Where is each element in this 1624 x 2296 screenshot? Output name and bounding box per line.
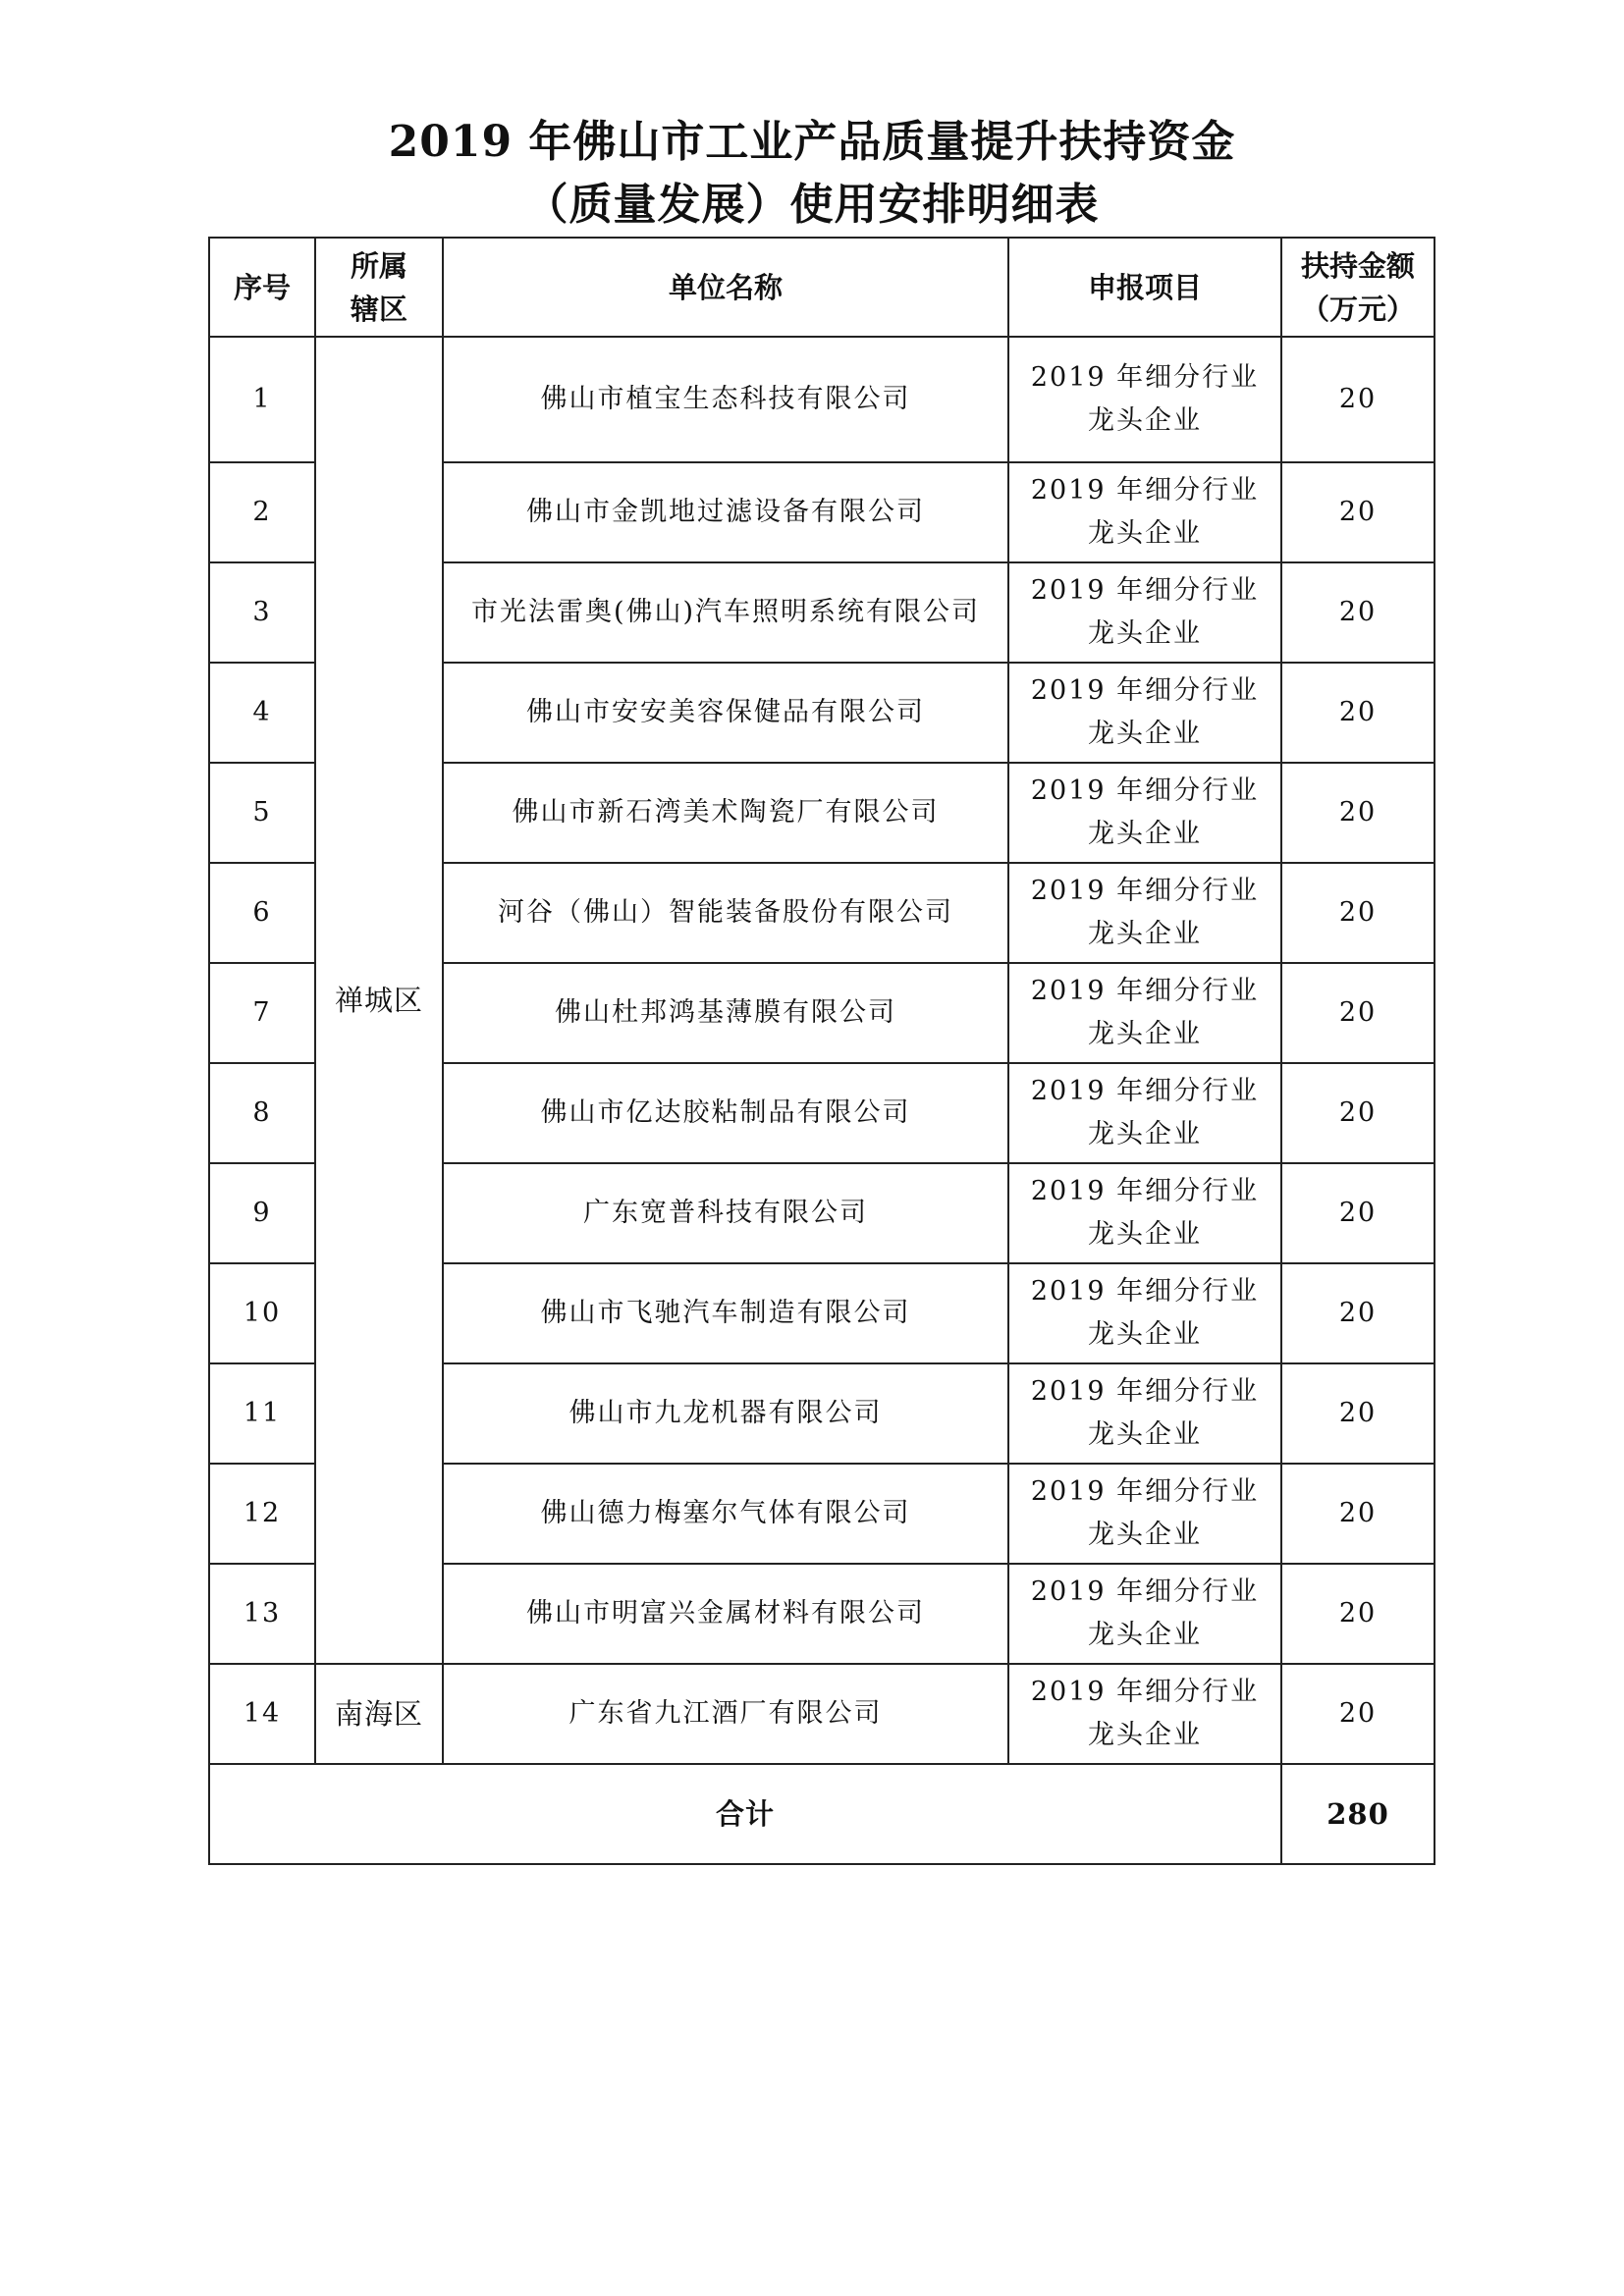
project-line-2: 龙头企业	[1088, 919, 1202, 949]
project-cell	[1008, 663, 1281, 763]
seq-cell: 9	[209, 1163, 315, 1263]
seq-cell: 12	[209, 1464, 315, 1564]
company-cell: 佛山市金凯地过滤设备有限公司	[443, 462, 1008, 562]
district-cell-nanhai: 南海区	[315, 1664, 443, 1764]
project-line-2: 龙头企业	[1088, 618, 1202, 649]
project-cell	[1008, 1063, 1281, 1163]
project-line-2: 龙头企业	[1088, 1019, 1202, 1049]
project-line-1: 2019 年细分行业	[1030, 775, 1260, 806]
project-line-1: 2019 年细分行业	[1030, 976, 1260, 1006]
project-line-2: 龙头企业	[1088, 518, 1202, 549]
project-cell	[1008, 1363, 1281, 1464]
amount-cell: 20	[1281, 1664, 1435, 1764]
amount-cell: 20	[1281, 663, 1435, 763]
document-title-line-1: 2019 年佛山市工业产品质量提升扶持资金	[388, 117, 1236, 167]
project-cell	[1008, 863, 1281, 963]
seq-cell: 14	[209, 1664, 315, 1764]
seq-cell: 11	[209, 1363, 315, 1464]
header-district-line-2: 辖区	[350, 292, 407, 326]
company-cell: 佛山市飞驰汽车制造有限公司	[443, 1263, 1008, 1363]
project-line-2: 龙头企业	[1088, 1419, 1202, 1450]
project-line-2: 龙头企业	[1088, 819, 1202, 849]
amount-cell: 20	[1281, 1263, 1435, 1363]
header-district	[315, 238, 443, 337]
amount-cell: 20	[1281, 562, 1435, 663]
project-line-1: 2019 年细分行业	[1030, 1576, 1260, 1607]
project-line-2: 龙头企业	[1088, 1219, 1202, 1250]
company-cell: 佛山德力梅塞尔气体有限公司	[443, 1464, 1008, 1564]
company-cell: 佛山市安安美容保健品有限公司	[443, 663, 1008, 763]
table-header-row	[209, 238, 1435, 337]
seq-cell: 1	[209, 337, 315, 462]
amount-cell: 20	[1281, 1564, 1435, 1664]
company-cell: 佛山市植宝生态科技有限公司	[443, 337, 1008, 462]
seq-cell: 13	[209, 1564, 315, 1664]
document-title-line-2: （质量发展）使用安排明细表	[524, 180, 1100, 230]
project-line-1: 2019 年细分行业	[1030, 1476, 1260, 1507]
project-cell	[1008, 1564, 1281, 1664]
total-row	[209, 1764, 1435, 1864]
project-line-1: 2019 年细分行业	[1030, 1276, 1260, 1307]
seq-cell: 8	[209, 1063, 315, 1163]
project-line-1: 2019 年细分行业	[1030, 1176, 1260, 1206]
project-line-1: 2019 年细分行业	[1030, 575, 1260, 606]
amount-cell: 20	[1281, 963, 1435, 1063]
funding-table	[208, 237, 1435, 1865]
project-cell	[1008, 1163, 1281, 1263]
project-line-1: 2019 年细分行业	[1030, 475, 1260, 506]
project-line-1: 2019 年细分行业	[1030, 876, 1260, 906]
company-cell: 佛山市明富兴金属材料有限公司	[443, 1564, 1008, 1664]
header-project: 申报项目	[1008, 238, 1281, 337]
project-line-2: 龙头企业	[1088, 1620, 1202, 1650]
project-line-1: 2019 年细分行业	[1030, 1076, 1260, 1106]
amount-cell: 20	[1281, 1363, 1435, 1464]
table-row	[209, 337, 1435, 462]
header-amount	[1281, 238, 1435, 337]
amount-cell: 20	[1281, 1063, 1435, 1163]
company-cell: 广东省九江酒厂有限公司	[443, 1664, 1008, 1764]
company-cell: 佛山市亿达胶粘制品有限公司	[443, 1063, 1008, 1163]
project-cell	[1008, 337, 1281, 462]
project-cell	[1008, 1263, 1281, 1363]
amount-cell: 20	[1281, 337, 1435, 462]
company-cell: 河谷（佛山）智能装备股份有限公司	[443, 863, 1008, 963]
seq-cell: 7	[209, 963, 315, 1063]
seq-cell: 10	[209, 1263, 315, 1363]
project-line-2: 龙头企业	[1088, 405, 1202, 436]
header-district-line-1: 所属	[350, 248, 407, 283]
seq-cell: 6	[209, 863, 315, 963]
amount-cell: 20	[1281, 462, 1435, 562]
total-amount: 280	[1281, 1764, 1435, 1864]
company-cell: 市光法雷奥(佛山)汽车照明系统有限公司	[443, 562, 1008, 663]
amount-cell: 20	[1281, 1464, 1435, 1564]
project-line-1: 2019 年细分行业	[1030, 362, 1260, 393]
seq-cell: 4	[209, 663, 315, 763]
header-company: 单位名称	[443, 238, 1008, 337]
table-row	[209, 1664, 1435, 1764]
company-cell: 广东宽普科技有限公司	[443, 1163, 1008, 1263]
company-cell: 佛山市新石湾美术陶瓷厂有限公司	[443, 763, 1008, 863]
seq-cell: 3	[209, 562, 315, 663]
header-amount-line-1: 扶持金额	[1300, 248, 1415, 283]
project-line-1: 2019 年细分行业	[1030, 1376, 1260, 1407]
project-line-2: 龙头企业	[1088, 1720, 1202, 1750]
total-label: 合计	[209, 1764, 1281, 1864]
header-amount-line-2: （万元）	[1300, 292, 1415, 326]
amount-cell: 20	[1281, 1163, 1435, 1263]
project-line-1: 2019 年细分行业	[1030, 675, 1260, 706]
company-cell: 佛山市九龙机器有限公司	[443, 1363, 1008, 1464]
project-line-2: 龙头企业	[1088, 1319, 1202, 1350]
project-line-1: 2019 年细分行业	[1030, 1677, 1260, 1707]
project-line-2: 龙头企业	[1088, 1520, 1202, 1550]
amount-cell: 20	[1281, 863, 1435, 963]
district-cell-chancheng: 禅城区	[315, 337, 443, 1664]
project-cell	[1008, 562, 1281, 663]
project-line-2: 龙头企业	[1088, 1119, 1202, 1149]
project-cell	[1008, 1464, 1281, 1564]
header-seq: 序号	[209, 238, 315, 337]
amount-cell: 20	[1281, 763, 1435, 863]
project-cell	[1008, 763, 1281, 863]
project-cell	[1008, 462, 1281, 562]
project-cell	[1008, 1664, 1281, 1764]
project-line-2: 龙头企业	[1088, 719, 1202, 749]
company-cell: 佛山杜邦鸿基薄膜有限公司	[443, 963, 1008, 1063]
seq-cell: 2	[209, 462, 315, 562]
seq-cell: 5	[209, 763, 315, 863]
project-cell	[1008, 963, 1281, 1063]
